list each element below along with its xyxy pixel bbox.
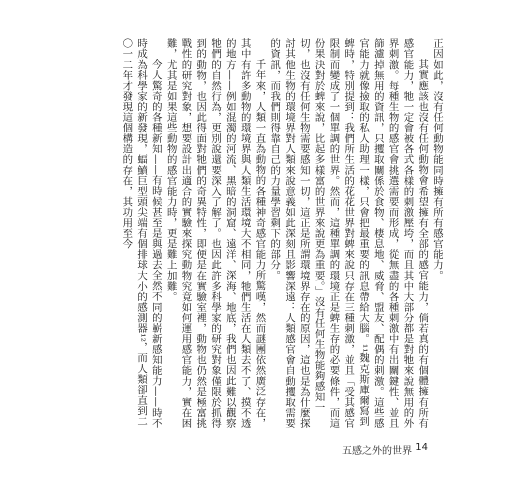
body-text xyxy=(22,38,444,430)
paragraph: 其實應該也沒有任何動物會希望擁有全部的感官能力，倘若真的有個體擁有所有感官能力，牠一定會被各式各樣的刺激壓垮，而且其中大部分都是對牠來說無用的外界刺激。每種生物的感官會挑選需要而形成，從無盡的各種刺激中有出關鍵性、並且篩濾掉無用的資訊，只攫取關係於食物、棲息地、威脅、盟友、配偶的刺激。這些感官能力就像撿取的私人助理一樣，只會把最重要的訊息帶給大腦。¹¹魏克斯庫爾寫到蜱時，特別提到：我們所生活的花花世界對蜱來說只存在三種刺激，並且「受其感官限制而變成了一個單調的世界。然而，這種單調的環境正是蜱生存的必要條件，而這份果決對於蜱來說，比起多樣富的世界來說更為重要。」沒有任何生物能夠感知一切，也沒有任何生物需要感知一切，這正是所謂環境界存在的原因，這也是為什麼探討其他生物的環境界對人類來說意義如此深刻且影響深遠：人類感官會自動攫取需要的資訊，而我們則得靠自己的力量學習剩下的部分。 xyxy=(268,38,429,429)
paragraph: 今人驚奇的各種新知——有時候甚至是與過去全然不同的嶄新感知能力——時不時成為科學家的新發現，蝠鱝巨型頭尖端有個排球大小的感測器¹²，而人類卻直到二〇一二年才發現這個構造的存在，其功用至今 xyxy=(120,38,162,429)
paragraph: 正因如此，沒有任何動物能同時擁有所有感官能力。 xyxy=(431,38,443,281)
page-number: 14 xyxy=(415,442,428,453)
running-head: 五感之外的世界 xyxy=(342,446,412,457)
paragraph: 千年來，人類一直為動物的各種神奇感官能力所驚嘆，然而謎團依然廣泛存在，其中有許多動物的環境界與人類生活環境大不相同，牠們生活在人類去不了、摸不透的地方——例如混濁的河流、黑暗的洞窟、遠洋、深海、地底，我們也因此難以觀察牠們的自然行為，更別說還要深入了解了。也因此許多科學家的研究對象僅限於抓得到的動物，也因此得面對牠們的奇異特性，即便是在實驗室裡，動物也仍然是極富挑戰性的研究對象，想要設計出適合的實驗來探究動物究竟如何運用感官能力，實在困難，尤其是如果這些動物的感官能力時，更是難上加難。 xyxy=(164,38,266,429)
